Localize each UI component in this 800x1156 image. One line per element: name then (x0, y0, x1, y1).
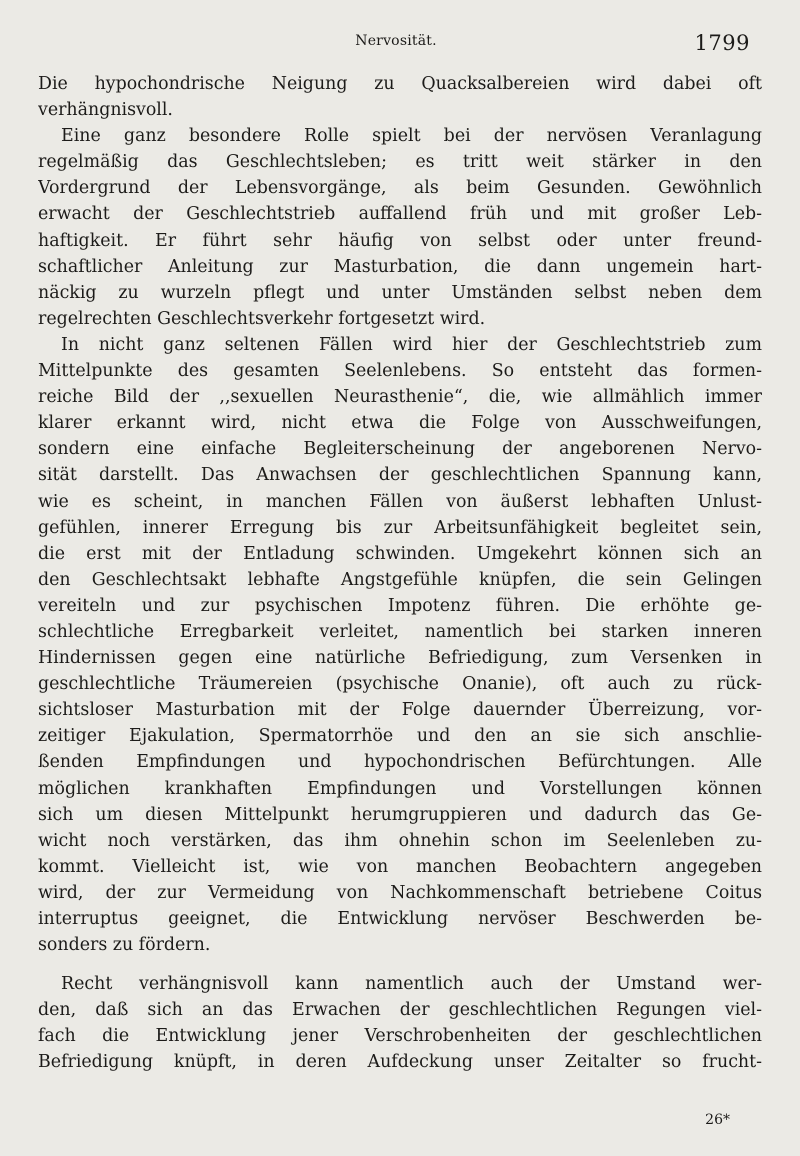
text-line: sonders zu fördern. (38, 935, 211, 956)
page-number: 1799 (694, 31, 750, 55)
text-line: den, daß sich an das Erwachen der geschlechtlichen Regungen viel- (38, 1000, 762, 1021)
text-line: In nicht ganz seltenen Fällen wird hier der Geschlechtstrieb zum (61, 334, 762, 355)
text-line: vereiteln und zur psychischen Impotenz führen. Die erhöhte ge- (38, 595, 762, 616)
text-line: wird, der zur Vermeidung von Nachkommenschaft betriebene Coitus (38, 882, 762, 903)
text-line: möglichen krankhaften Empfindungen und Vorstellungen können (38, 778, 762, 799)
text-line: schaftlicher Anleitung zur Masturbation, die dann ungemein hart- (38, 256, 762, 277)
text-line: Hindernissen gegen eine natürliche Befriedigung, zum Versenken in (38, 648, 762, 669)
text-line: Recht verhängnisvoll kann namentlich auch der Umstand wer- (61, 974, 762, 995)
text-line: sondern eine einfache Begleiterscheinung der angeborenen Nervo- (38, 439, 762, 460)
text-line: gefühlen, innerer Erregung bis zur Arbeitsunfähigkeit begleitet sein, (38, 517, 762, 538)
text-line: die erst mit der Entladung schwinden. Umgekehrt können sich an (38, 543, 762, 564)
text-line: den Geschlechtsakt lebhafte Angstgefühle knüpfen, die sein Gelingen (38, 569, 762, 590)
text-line: sität darstellt. Das Anwachsen der geschlechtlichen Spannung kann, (38, 465, 762, 486)
text-line: klarer erkannt wird, nicht etwa die Folge von Ausschweifungen, (38, 413, 762, 434)
text-line: wicht noch verstärken, das ihm ohnehin schon im Seelenleben zu- (38, 830, 762, 851)
text-line: sich um diesen Mittelpunkt herumgruppieren und dadurch das Ge- (38, 804, 762, 825)
text-line: erwacht der Geschlechtstrieb auffallend früh und mit großer Leb- (38, 204, 762, 225)
text-line: regelmäßig das Geschlechtsleben; es tritt weit stärker in den (38, 152, 762, 173)
text-line: Eine ganz besondere Rolle spielt bei der nervösen Veranlagung (61, 126, 762, 147)
text-line: kommt. Vielleicht ist, wie von manchen Beobachtern angegeben (38, 856, 762, 877)
text-line: zeitiger Ejakulation, Spermatorrhöe und den an sie sich anschlie- (38, 726, 762, 747)
text-line: Mittelpunkte des gesamten Seelenlebens. So entsteht das formen- (38, 361, 762, 382)
text-line: interruptus geeignet, die Entwicklung nervöser Beschwerden be- (38, 909, 762, 929)
text-line: Vordergrund der Lebensvorgänge, als beim Gesunden. Gewöhnlich (38, 178, 762, 199)
text-line: schlechtliche Erregbarkeit verleitet, namentlich bei starken inneren (38, 621, 762, 642)
text-line: reiche Bild der ,,sexuellen Neurasthenie“, die, wie allmählich immer (38, 387, 762, 408)
text-line: haftigkeit. Er führt sehr häufig von selbst oder unter freund- (38, 230, 762, 251)
text-line: regelrechten Geschlechtsverkehr fortgesetzt wird. (38, 308, 486, 329)
signature-mark: 26* (705, 1112, 730, 1128)
text-line: sichtsloser Masturbation mit der Folge dauernder Überreizung, vor- (38, 700, 762, 721)
running-title: Nervosität. (355, 33, 437, 49)
text-line: ßenden Empfindungen und hypochondrischen Befürchtungen. Alle (38, 752, 762, 773)
text-line: geschlechtliche Träumereien (psychische Onanie), oft auch zu rück- (38, 674, 762, 695)
text-line: Die hypochondrische Neigung zu Quacksalbereien wird dabei oft (38, 74, 762, 94)
text-line: wie es scheint, in manchen Fällen von äußerst lebhaften Unlust- (38, 491, 762, 512)
text-line: näckig zu wurzeln pflegt und unter Umständen selbst neben dem (38, 282, 762, 303)
text-line: verhängnisvoll. (38, 100, 173, 121)
text-line: Befriedigung knüpft, in deren Aufdeckung unser Zeitalter so frucht- (38, 1052, 762, 1073)
text-line: fach die Entwicklung jener Verschrobenheiten der geschlechtlichen (38, 1026, 762, 1047)
body-text (38, 71, 762, 1076)
